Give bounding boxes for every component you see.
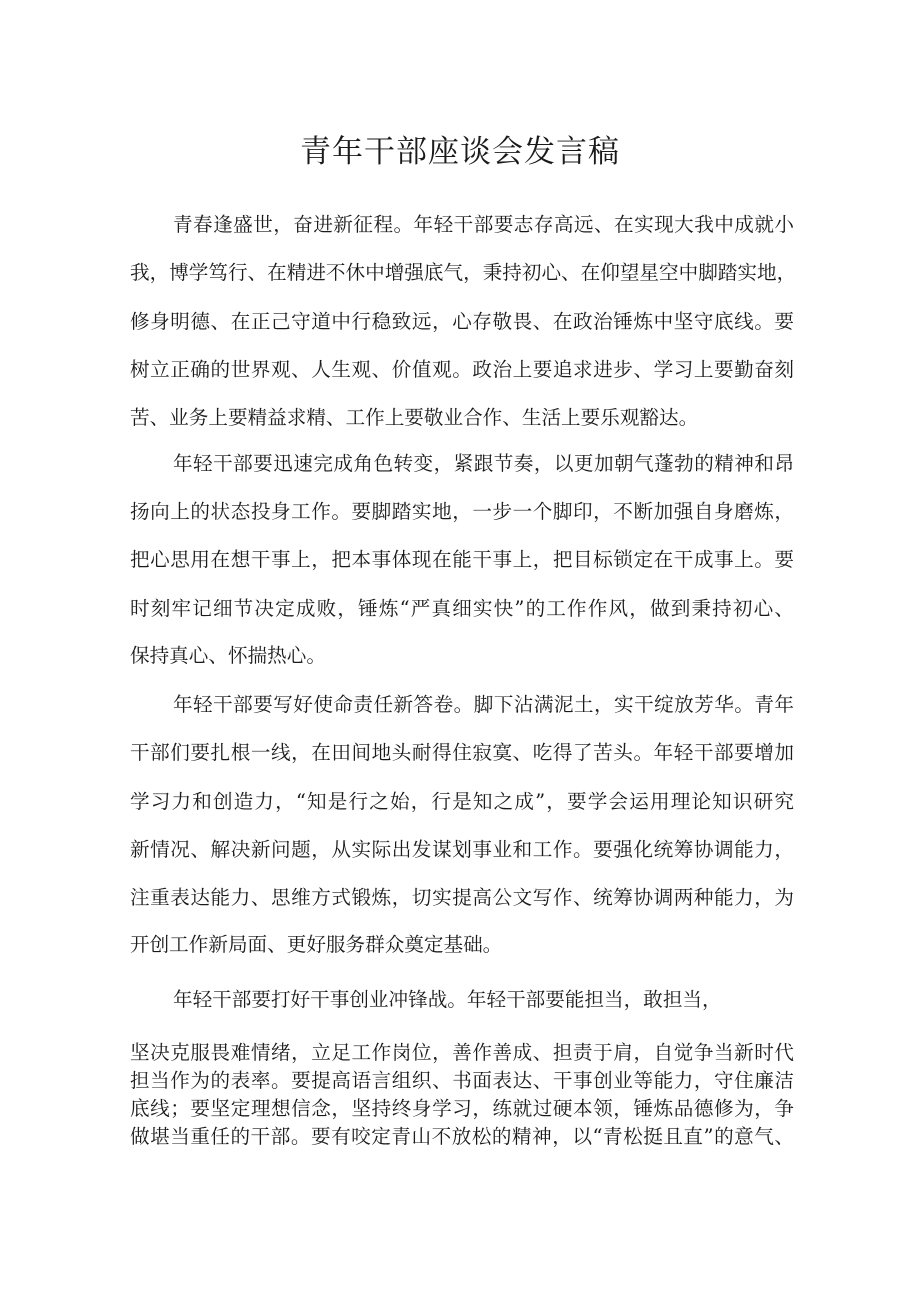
text-line: 我，博学笃行、在精进不休中增强底气，秉持初心、在仰望星空中脚踏实地， bbox=[130, 261, 797, 284]
text-line: 修身明德、在正己守道中行稳致远，心存敬畏、在政治锤炼中坚守底线。要 bbox=[130, 310, 794, 333]
text-line: 保持真心、怀揣热心。 bbox=[130, 644, 326, 667]
text-line: 坚决克服畏难情绪，立足工作岗位，善作善成、担责于肩，自觉争当新时代 bbox=[130, 1041, 794, 1064]
text-line: 做堪当重任的干部。要有咬定青山不放松的精神，以“青松挺且直”的意气、 bbox=[130, 1125, 794, 1148]
text-line: 年轻干部要打好干事创业冲锋战。年轻干部要能担当，敢担当， bbox=[173, 988, 722, 1011]
text-line: 树立正确的世界观、人生观、价值观。政治上要追求进步、学习上要勤奋刻 bbox=[130, 358, 794, 381]
text-line: 扬向上的状态投身工作。要脚踏实地，一步一个脚印，不断加强自身磨炼， bbox=[130, 500, 794, 523]
text-line: 新情况、解决新问题，从实际出发谋划事业和工作。要强化统筹协调能力， bbox=[130, 838, 794, 861]
text-line: 担当作为的表率。要提高语言组织、书面表达、干事创业等能力，守住廉洁 bbox=[130, 1069, 794, 1092]
text-line: 年轻干部要迅速完成角色转变，紧跟节奏，以更加朝气蓬勃的精神和昂 bbox=[173, 452, 794, 475]
text-line: 底线；要坚定理想信念，坚持终身学习，练就过硬本领，锤炼品德修为，争 bbox=[130, 1097, 794, 1120]
text-line: 开创工作新局面、更好服务群众奠定基础。 bbox=[130, 933, 503, 956]
text-line: 把心思用在想干事上，把本事体现在能干事上，把目标锁定在干成事上。要 bbox=[130, 548, 794, 571]
text-line: 学习力和创造力，“知是行之始，行是知之成”，要学会运用理论知识研究 bbox=[130, 790, 794, 813]
text-line: 注重表达能力、思维方式锻炼，切实提高公文写作、统筹协调两种能力，为 bbox=[130, 886, 794, 909]
text-line: 苦、业务上要精益求精、工作上要敬业合作、生活上要乐观豁达。 bbox=[130, 406, 699, 429]
text-line: 时刻牢记细节决定成败，锤炼“严真细实快”的工作作风，做到秉持初心、 bbox=[130, 597, 794, 620]
document-title: 青年干部座谈会发言稿 bbox=[300, 133, 620, 170]
text-line: 干部们要扎根一线，在田间地头耐得住寂寞、吃得了苦头。年轻干部要增加 bbox=[130, 741, 794, 764]
text-line: 青春逢盛世，奋进新征程。年轻干部要志存高远、在实现大我中成就小 bbox=[173, 213, 794, 236]
text-line: 年轻干部要写好使命责任新答卷。脚下沾满泥土，实干绽放芳华。青年 bbox=[173, 693, 794, 716]
